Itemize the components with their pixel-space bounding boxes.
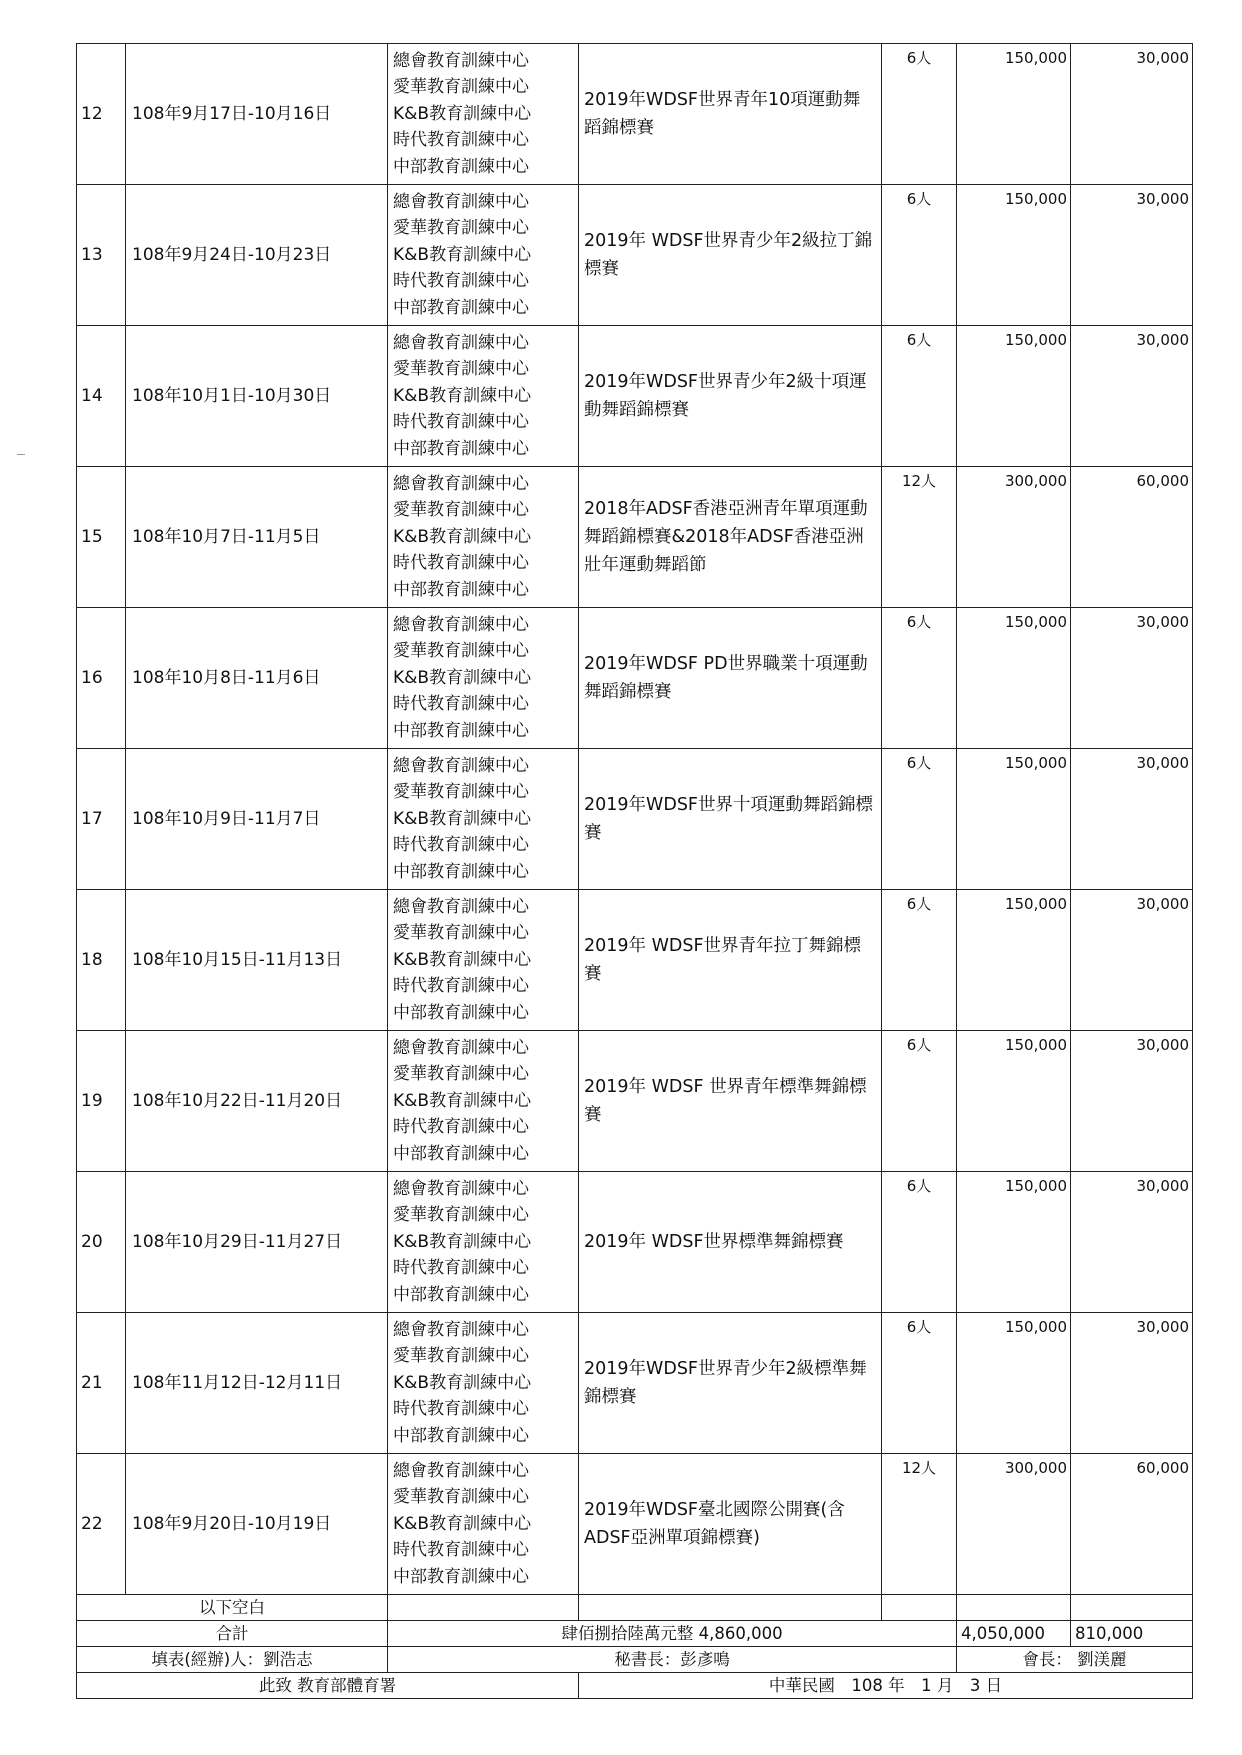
- training-center-name: 總會教育訓練中心: [393, 1178, 529, 1199]
- row-number: 12: [77, 44, 126, 185]
- row-date-range: 108年10月9日-11月7日: [126, 749, 388, 890]
- table-row: [77, 326, 1193, 467]
- row-amount-2: 30,000: [1071, 1172, 1193, 1313]
- training-center-name: 總會教育訓練中心: [393, 1460, 529, 1481]
- training-center-name: 中部教育訓練中心: [393, 861, 529, 882]
- training-center-name: 愛華教育訓練中心: [393, 359, 529, 380]
- training-center-name: K&B教育訓練中心: [393, 103, 532, 124]
- row-training-centers: [388, 326, 579, 467]
- training-center-name: 愛華教育訓練中心: [393, 1064, 529, 1085]
- training-center-name: 愛華教育訓練中心: [393, 782, 529, 803]
- row-amount-1: 150,000: [957, 890, 1071, 1031]
- row-date-range: 108年9月17日-10月16日: [126, 44, 388, 185]
- training-center-name: 總會教育訓練中心: [393, 473, 529, 494]
- row-amount-1: 150,000: [957, 326, 1071, 467]
- row-number: 19: [77, 1031, 126, 1172]
- row-event-name: 2018年ADSF香港亞洲青年單項運動舞蹈錦標賽&2018年ADSF香港亞洲壯年運動舞蹈節: [579, 467, 882, 608]
- row-people-count: 6人: [882, 1313, 957, 1454]
- blank-cell: [388, 1595, 579, 1621]
- training-center-name: 愛華教育訓練中心: [393, 923, 529, 944]
- blank-cell: [882, 1595, 957, 1621]
- row-event-name: 2019年 WDSF世界標準舞錦標賽: [579, 1172, 882, 1313]
- training-center-name: 中部教育訓練中心: [393, 720, 529, 741]
- table-body: [77, 44, 1193, 1595]
- table-row: [77, 1172, 1193, 1313]
- row-people-count: 6人: [882, 185, 957, 326]
- training-center-name: K&B教育訓練中心: [393, 949, 532, 970]
- row-number: 15: [77, 467, 126, 608]
- document-date: 中華民國 108 年 1 月 3 日: [579, 1673, 1193, 1699]
- training-center-name: 總會教育訓練中心: [393, 332, 529, 353]
- training-center-name: K&B教育訓練中心: [393, 808, 532, 829]
- row-event-name: 2019年WDSF世界十項運動舞蹈錦標賽: [579, 749, 882, 890]
- training-center-name: K&B教育訓練中心: [393, 244, 532, 265]
- blank-row: [77, 1595, 1193, 1621]
- row-amount-1: 150,000: [957, 1031, 1071, 1172]
- table-row: [77, 1031, 1193, 1172]
- training-center-name: 時代教育訓練中心: [393, 694, 529, 715]
- row-amount-2: 30,000: [1071, 1031, 1193, 1172]
- row-people-count: 6人: [882, 1172, 957, 1313]
- row-amount-1: 150,000: [957, 1172, 1071, 1313]
- row-people-count: 6人: [882, 890, 957, 1031]
- row-people-count: 6人: [882, 608, 957, 749]
- training-center-name: 愛華教育訓練中心: [393, 1346, 529, 1367]
- row-date-range: 108年10月8日-11月6日: [126, 608, 388, 749]
- row-people-count: 6人: [882, 326, 957, 467]
- training-center-name: K&B教育訓練中心: [393, 1231, 532, 1252]
- row-number: 18: [77, 890, 126, 1031]
- row-amount-1: 150,000: [957, 44, 1071, 185]
- training-center-name: 愛華教育訓練中心: [393, 641, 529, 662]
- training-center-name: 中部教育訓練中心: [393, 438, 529, 459]
- table-row: [77, 185, 1193, 326]
- training-center-name: 愛華教育訓練中心: [393, 1487, 529, 1508]
- training-center-name: K&B教育訓練中心: [393, 1513, 532, 1534]
- row-training-centers: [388, 1031, 579, 1172]
- row-people-count: 6人: [882, 749, 957, 890]
- row-amount-2: 30,000: [1071, 749, 1193, 890]
- row-amount-1: 300,000: [957, 467, 1071, 608]
- row-amount-2: 30,000: [1071, 185, 1193, 326]
- training-center-name: 時代教育訓練中心: [393, 271, 529, 292]
- row-number: 16: [77, 608, 126, 749]
- signature-row: [77, 1647, 1193, 1673]
- training-center-name: 時代教育訓練中心: [393, 976, 529, 997]
- row-amount-1: 150,000: [957, 608, 1071, 749]
- row-amount-1: 150,000: [957, 185, 1071, 326]
- row-amount-2: 60,000: [1071, 1454, 1193, 1595]
- row-event-name: 2019年WDSF PD世界職業十項運動舞蹈錦標賽: [579, 608, 882, 749]
- table-row: [77, 749, 1193, 890]
- training-center-name: 中部教育訓練中心: [393, 1002, 529, 1023]
- row-date-range: 108年11月12日-12月11日: [126, 1313, 388, 1454]
- row-people-count: 12人: [882, 1454, 957, 1595]
- row-amount-1: 150,000: [957, 1313, 1071, 1454]
- training-center-name: 總會教育訓練中心: [393, 50, 529, 71]
- row-training-centers: [388, 185, 579, 326]
- training-center-name: 中部教育訓練中心: [393, 1143, 529, 1164]
- training-center-name: 時代教育訓練中心: [393, 1540, 529, 1561]
- blank-cell: [579, 1595, 882, 1621]
- training-center-name: 愛華教育訓練中心: [393, 1205, 529, 1226]
- training-center-name: 總會教育訓練中心: [393, 896, 529, 917]
- blank-cell: [957, 1595, 1071, 1621]
- scan-mark: [17, 454, 25, 455]
- training-center-name: K&B教育訓練中心: [393, 1090, 532, 1111]
- table-footer: [77, 1595, 1193, 1699]
- total-label: 合計: [77, 1621, 388, 1647]
- row-number: 14: [77, 326, 126, 467]
- footer-row: [77, 1673, 1193, 1699]
- row-date-range: 108年10月7日-11月5日: [126, 467, 388, 608]
- training-center-name: 時代教育訓練中心: [393, 553, 529, 574]
- row-amount-2: 30,000: [1071, 44, 1193, 185]
- row-event-name: 2019年 WDSF世界青少年2級拉丁錦標賽: [579, 185, 882, 326]
- row-number: 17: [77, 749, 126, 890]
- table-row: [77, 608, 1193, 749]
- row-number: 22: [77, 1454, 126, 1595]
- total-words: 肆佰捌拾陸萬元整 4,860,000: [388, 1621, 957, 1647]
- training-center-name: 愛華教育訓練中心: [393, 218, 529, 239]
- row-training-centers: [388, 467, 579, 608]
- row-event-name: 2019年WDSF世界青少年2級標準舞錦標賽: [579, 1313, 882, 1454]
- preparer-signature: 填表(經辦)人：劉浩志: [77, 1647, 388, 1673]
- row-event-name: 2019年WDSF世界青年10項運動舞蹈錦標賽: [579, 44, 882, 185]
- row-people-count: 6人: [882, 1031, 957, 1172]
- row-amount-2: 30,000: [1071, 326, 1193, 467]
- row-number: 21: [77, 1313, 126, 1454]
- row-date-range: 108年10月29日-11月27日: [126, 1172, 388, 1313]
- row-date-range: 108年10月22日-11月20日: [126, 1031, 388, 1172]
- training-center-name: 時代教育訓練中心: [393, 835, 529, 856]
- training-center-name: 時代教育訓練中心: [393, 412, 529, 433]
- row-amount-1: 150,000: [957, 749, 1071, 890]
- row-date-range: 108年9月24日-10月23日: [126, 185, 388, 326]
- training-center-name: 總會教育訓練中心: [393, 755, 529, 776]
- training-center-name: 中部教育訓練中心: [393, 1566, 529, 1587]
- row-event-name: 2019年WDSF世界青少年2級十項運動舞蹈錦標賽: [579, 326, 882, 467]
- training-center-name: 愛華教育訓練中心: [393, 500, 529, 521]
- row-number: 13: [77, 185, 126, 326]
- training-center-name: 中部教育訓練中心: [393, 156, 529, 177]
- blank-note: 以下空白: [77, 1595, 388, 1621]
- training-center-name: 中部教育訓練中心: [393, 579, 529, 600]
- row-amount-2: 60,000: [1071, 467, 1193, 608]
- training-center-name: 中部教育訓練中心: [393, 1425, 529, 1446]
- row-training-centers: [388, 44, 579, 185]
- row-event-name: 2019年 WDSF世界青年拉丁舞錦標賽: [579, 890, 882, 1031]
- secretary-signature: 秘書長：彭彥鳴: [388, 1647, 957, 1673]
- training-center-name: 時代教育訓練中心: [393, 130, 529, 151]
- training-center-name: 時代教育訓練中心: [393, 1399, 529, 1420]
- training-center-name: 總會教育訓練中心: [393, 614, 529, 635]
- total-amount-2: 810,000: [1071, 1621, 1193, 1647]
- row-amount-2: 30,000: [1071, 608, 1193, 749]
- training-center-name: 時代教育訓練中心: [393, 1258, 529, 1279]
- training-center-name: K&B教育訓練中心: [393, 526, 532, 547]
- president-signature: 會長： 劉渼麗: [957, 1647, 1193, 1673]
- row-amount-1: 300,000: [957, 1454, 1071, 1595]
- training-center-name: 總會教育訓練中心: [393, 1319, 529, 1340]
- training-center-name: 愛華教育訓練中心: [393, 77, 529, 98]
- total-amount-1: 4,050,000: [957, 1621, 1071, 1647]
- training-center-name: 總會教育訓練中心: [393, 1037, 529, 1058]
- training-center-name: 時代教育訓練中心: [393, 1117, 529, 1138]
- row-date-range: 108年10月15日-11月13日: [126, 890, 388, 1031]
- row-training-centers: [388, 890, 579, 1031]
- training-center-name: K&B教育訓練中心: [393, 385, 532, 406]
- table-row: [77, 1454, 1193, 1595]
- row-date-range: 108年10月1日-10月30日: [126, 326, 388, 467]
- total-row: [77, 1621, 1193, 1647]
- row-training-centers: [388, 749, 579, 890]
- training-center-name: 中部教育訓練中心: [393, 297, 529, 318]
- table-row: [77, 890, 1193, 1031]
- row-amount-2: 30,000: [1071, 1313, 1193, 1454]
- blank-cell: [1071, 1595, 1193, 1621]
- row-training-centers: [388, 1313, 579, 1454]
- row-event-name: 2019年WDSF臺北國際公開賽(含ADSF亞洲單項錦標賽): [579, 1454, 882, 1595]
- subsidy-table: [76, 43, 1193, 1699]
- training-center-name: K&B教育訓練中心: [393, 1372, 532, 1393]
- row-training-centers: [388, 1454, 579, 1595]
- table-row: [77, 1313, 1193, 1454]
- row-event-name: 2019年 WDSF 世界青年標準舞錦標賽: [579, 1031, 882, 1172]
- row-training-centers: [388, 1172, 579, 1313]
- row-date-range: 108年9月20日-10月19日: [126, 1454, 388, 1595]
- row-people-count: 12人: [882, 467, 957, 608]
- table-row: [77, 467, 1193, 608]
- recipient: 此致 教育部體育署: [77, 1673, 579, 1699]
- row-amount-2: 30,000: [1071, 890, 1193, 1031]
- training-center-name: 總會教育訓練中心: [393, 191, 529, 212]
- row-people-count: 6人: [882, 44, 957, 185]
- row-number: 20: [77, 1172, 126, 1313]
- training-center-name: K&B教育訓練中心: [393, 667, 532, 688]
- table-row: [77, 44, 1193, 185]
- row-training-centers: [388, 608, 579, 749]
- training-center-name: 中部教育訓練中心: [393, 1284, 529, 1305]
